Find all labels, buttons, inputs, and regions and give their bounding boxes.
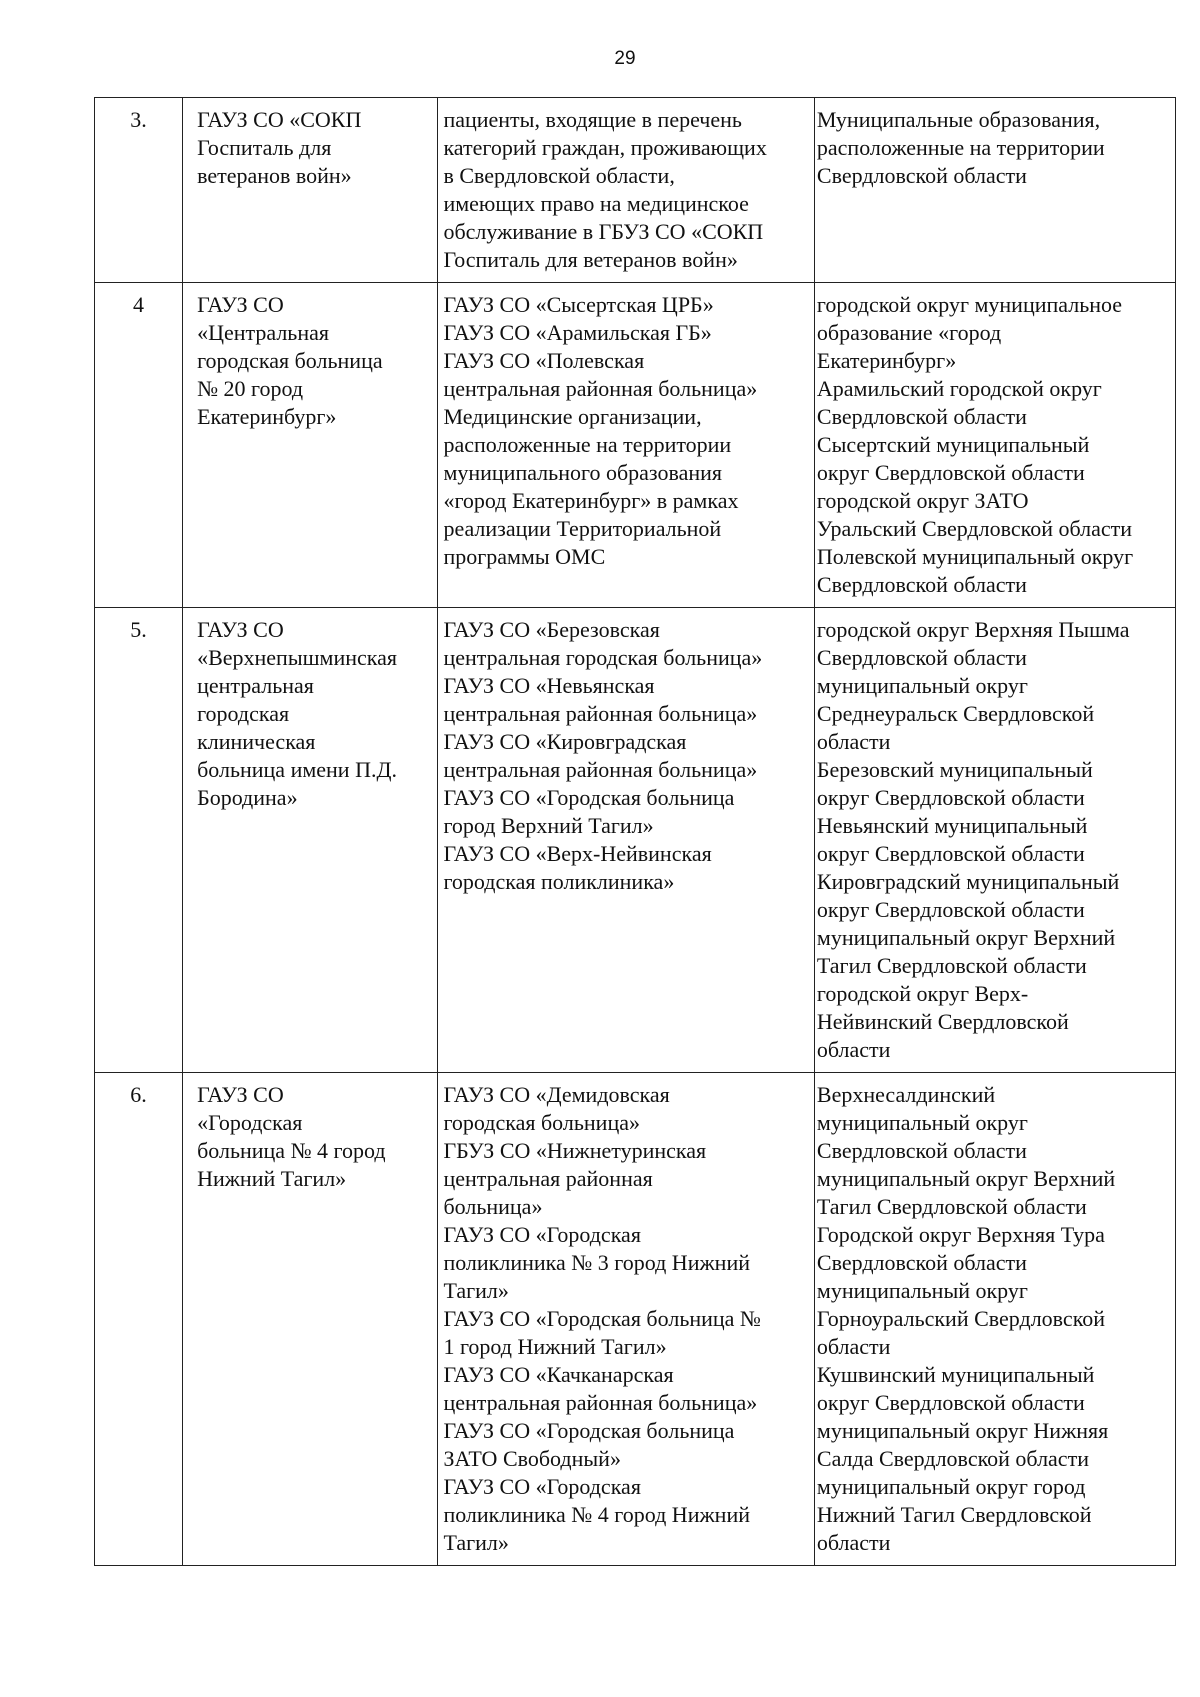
text-line: категорий граждан, проживающих (443, 135, 767, 160)
text-line: Сысертский муниципальный (816, 432, 1090, 457)
text-line: Арамильский городской округ (816, 376, 1102, 401)
text-line: ГАУЗ СО «Верх-Нейвинская (443, 841, 712, 866)
text-line: области (816, 729, 891, 754)
territory-cell (814, 98, 1175, 283)
text-line: ГАУЗ СО «Березовская (443, 617, 660, 642)
text-line: округ Свердловской области (816, 460, 1085, 485)
text-line: муниципальный округ Верхний (816, 1166, 1116, 1191)
text-line: области (816, 1334, 891, 1359)
text-line: центральная районная больница» (443, 1390, 758, 1415)
text-line: ветеранов войн» (197, 163, 352, 188)
text-line: поликлиника № 3 город Нижний (443, 1250, 750, 1275)
text-line: больница № 4 город (197, 1138, 386, 1163)
text-line: ГАУЗ СО «Арамильская ГБ» (443, 320, 712, 345)
text-line: городской округ муниципальное (816, 292, 1123, 317)
text-line: Салда Свердловской области (816, 1446, 1089, 1471)
text-line: муниципальный округ Нижняя (816, 1418, 1109, 1443)
table-row (95, 98, 1176, 283)
row-number-cell (95, 608, 183, 1073)
text-line: городская (197, 701, 290, 726)
text-line: Госпиталь для ветеранов войн» (443, 247, 738, 272)
text-line: ГАУЗ СО «Городская (443, 1222, 641, 1247)
text-line: ГАУЗ СО «Кировградская (443, 729, 687, 754)
text-line: расположенные на территории (816, 135, 1105, 160)
text-line: центральная районная больница» (443, 376, 758, 401)
text-line: Кировградский муниципальный (816, 869, 1120, 894)
text-line: Госпиталь для (197, 135, 332, 160)
text-line: округ Свердловской области (816, 1390, 1085, 1415)
text-line: Невьянский муниципальный (816, 813, 1088, 838)
text-line: реализации Территориальной (443, 516, 722, 541)
table-row (95, 283, 1176, 608)
text-line: Свердловской области (816, 163, 1027, 188)
text-line: Нижний Тагил Свердловской (816, 1502, 1092, 1527)
text-line: Муниципальные образования, (816, 107, 1101, 132)
text-line: центральная районная больница» (443, 757, 758, 782)
text-line: город Верхний Тагил» (443, 813, 654, 838)
text-line: округ Свердловской области (816, 785, 1085, 810)
patients-cell (438, 283, 814, 608)
text-line: поликлиника № 4 город Нижний (443, 1502, 750, 1527)
text-line: области (816, 1037, 891, 1062)
text-line: округ Свердловской области (816, 841, 1085, 866)
text-line: имеющих право на медицинское (443, 191, 749, 216)
hospital-assignment-table (94, 97, 1176, 1566)
table-row (95, 608, 1176, 1073)
territory-cell (814, 608, 1175, 1073)
text-line: Медицинские организации, (443, 404, 702, 429)
text-line: ГАУЗ СО «Демидовская (443, 1082, 670, 1107)
text-line: Верхнесалдинский (816, 1082, 996, 1107)
text-line: Горноуральский Свердловской (816, 1306, 1106, 1331)
text-line: Екатеринбург» (197, 404, 337, 429)
text-line: ГАУЗ СО «Сысертская ЦРБ» (443, 292, 714, 317)
text-line: ГАУЗ СО «Городская больница № (443, 1306, 761, 1331)
text-line: ГБУЗ СО «Нижнетуринская (443, 1138, 707, 1163)
text-line: больница» (443, 1194, 543, 1219)
table-body (95, 98, 1176, 1566)
text-line: Полевской муниципальный округ (816, 544, 1134, 569)
organization-cell (183, 1073, 438, 1566)
text-line: Свердловской области (816, 572, 1027, 597)
text-line: Тагил» (443, 1278, 509, 1303)
text-line: муниципального образования (443, 460, 722, 485)
row-number-cell (95, 1073, 183, 1566)
text-line: городская больница» (443, 1110, 640, 1135)
text-line: «Городская (197, 1110, 303, 1135)
text-line: Среднеуральск Свердловской (816, 701, 1095, 726)
text-line: Бородина» (197, 785, 298, 810)
text-line: Екатеринбург» (816, 348, 957, 373)
territory-cell (814, 1073, 1175, 1566)
patients-cell (438, 1073, 814, 1566)
organization-cell (183, 98, 438, 283)
row-number: 3. (130, 107, 147, 132)
text-line: центральная городская больница» (443, 645, 763, 670)
text-line: городской округ Верх- (816, 981, 1029, 1006)
row-number: 6. (130, 1082, 147, 1107)
row-number: 4 (133, 292, 145, 317)
text-line: «город Екатеринбург» в рамках (443, 488, 739, 513)
text-line: 1 город Нижний Тагил» (443, 1334, 667, 1359)
text-line: ГАУЗ СО «Городская больница (443, 785, 735, 810)
text-line: ГАУЗ СО «Качканарская (443, 1362, 674, 1387)
text-line: Березовский муниципальный (816, 757, 1093, 782)
text-line: ГАУЗ СО (197, 1082, 284, 1107)
text-line: Нижний Тагил» (197, 1166, 347, 1191)
page-number: 29 (614, 48, 636, 69)
text-line: в Свердловской области, (443, 163, 675, 188)
territory-cell (814, 283, 1175, 608)
text-line: городской округ Верхняя Пышма (816, 617, 1130, 642)
text-line: Уральский Свердловской области (816, 516, 1133, 541)
patients-cell (438, 98, 814, 283)
text-line: Кушвинский муниципальный (816, 1362, 1095, 1387)
text-line: Свердловской области (816, 404, 1027, 429)
text-line: клиническая (197, 729, 316, 754)
text-line: муниципальный округ город (816, 1474, 1086, 1499)
text-line: Тагил Свердловской области (816, 1194, 1087, 1219)
text-line: городская поликлиника» (443, 869, 675, 894)
table-row (95, 1073, 1176, 1566)
text-line: № 20 город (197, 376, 304, 401)
patients-cell (438, 608, 814, 1073)
row-number: 5. (130, 617, 147, 642)
text-line: Городской округ Верхняя Тура (816, 1222, 1105, 1247)
text-line: образование «город (816, 320, 1002, 345)
text-line: «Центральная (197, 320, 329, 345)
organization-cell (183, 283, 438, 608)
text-line: области (816, 1530, 891, 1555)
text-line: ГАУЗ СО «Городская (443, 1474, 641, 1499)
row-number-cell (95, 98, 183, 283)
text-line: муниципальный округ (816, 1278, 1028, 1303)
text-line: Свердловской области (816, 645, 1027, 670)
text-line: расположенные на территории (443, 432, 732, 457)
organization-cell (183, 608, 438, 1073)
text-line: программы ОМС (443, 544, 606, 569)
text-line: округ Свердловской области (816, 897, 1085, 922)
text-line: городской округ ЗАТО (816, 488, 1029, 513)
text-line: ГАУЗ СО (197, 292, 284, 317)
text-line: ГАУЗ СО «Полевская (443, 348, 645, 373)
text-line: муниципальный округ Верхний (816, 925, 1116, 950)
text-line: пациенты, входящие в перечень (443, 107, 742, 132)
text-line: муниципальный округ (816, 673, 1028, 698)
text-line: Тагил Свердловской области (816, 953, 1087, 978)
text-line: ЗАТО Свободный» (443, 1446, 621, 1471)
text-line: «Верхнепышминская (197, 645, 398, 670)
text-line: Тагил» (443, 1530, 509, 1555)
text-line: городская больница (197, 348, 383, 373)
text-line: обслуживание в ГБУЗ СО «СОКП (443, 219, 764, 244)
text-line: Свердловской области (816, 1250, 1027, 1275)
text-line: ГАУЗ СО «Невьянская (443, 673, 655, 698)
text-line: больница имени П.Д. (197, 757, 397, 782)
text-line: центральная районная (443, 1166, 653, 1191)
text-line: центральная районная больница» (443, 701, 758, 726)
text-line: муниципальный округ (816, 1110, 1028, 1135)
text-line: ГАУЗ СО (197, 617, 284, 642)
text-line: ГАУЗ СО «СОКП (197, 107, 362, 132)
text-line: центральная (197, 673, 314, 698)
text-line: Свердловской области (816, 1138, 1027, 1163)
row-number-cell (95, 283, 183, 608)
text-line: Нейвинский Свердловской (816, 1009, 1069, 1034)
text-line: ГАУЗ СО «Городская больница (443, 1418, 735, 1443)
